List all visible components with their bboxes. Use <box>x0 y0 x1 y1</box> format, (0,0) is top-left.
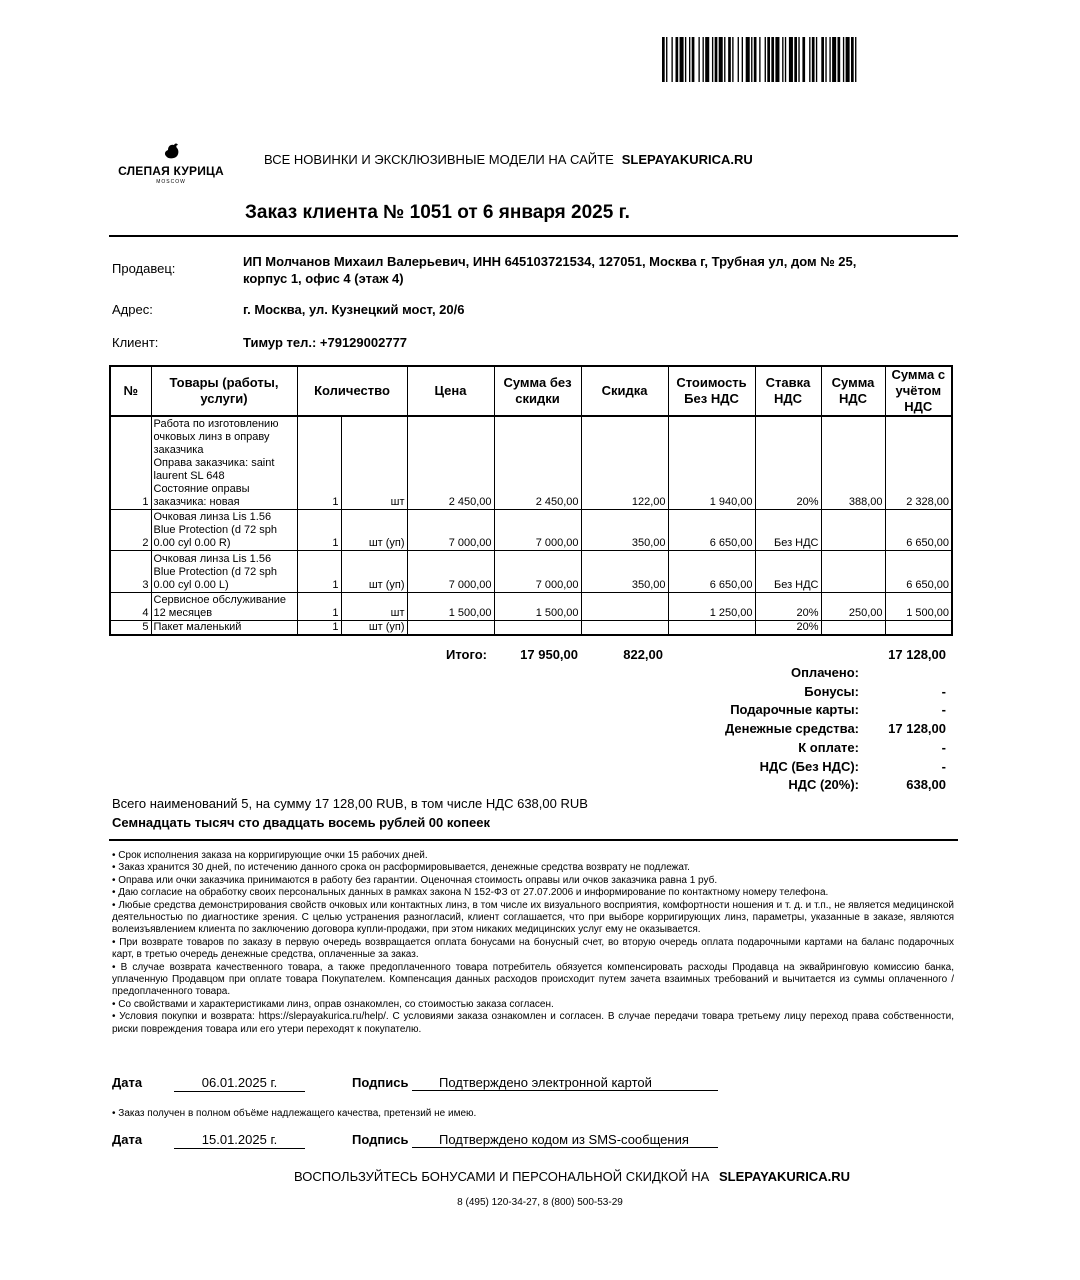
payment-label: Бонусы: <box>804 683 859 699</box>
note-item: • Со свойствами и характеристиками линз, оправ ознакомлен, со стоимостью заказа согласен. <box>112 998 554 1010</box>
date-value: 06.01.2025 г. <box>174 1075 305 1092</box>
barcode-bar <box>712 37 713 82</box>
header-no: № <box>110 366 151 416</box>
goods-line: laurent SL 648 <box>153 469 225 482</box>
address-value: г. Москва, ул. Кузнецкий мост, 20/6 <box>243 302 465 317</box>
barcode-bar <box>742 37 743 82</box>
goods-line: Очковая линза Lis 1.56 <box>153 552 272 565</box>
barcode-bar <box>738 37 739 82</box>
goods-line: 0.00 cyl 0.00 R) <box>153 536 231 549</box>
cell-vat-sum <box>821 550 885 592</box>
barcode-bar <box>767 37 770 82</box>
cell-sum-no-discount: 7 000,00 <box>494 550 581 592</box>
cell-vat-rate: 20% <box>755 592 821 620</box>
cell-sum-no-discount: 7 000,00 <box>494 509 581 550</box>
header-promo-text: ВСЕ НОВИНКИ И ЭКСКЛЮЗИВНЫЕ МОДЕЛИ НА САЙТЕ <box>264 152 614 167</box>
seller-value <box>243 253 856 287</box>
payment-value: - <box>941 739 946 755</box>
barcode-bar <box>794 37 797 82</box>
note-item: • Заказ хранится 30 дней, по истечению данного срока он расформировывается, денежные средства возврату не подлежат. <box>112 862 690 874</box>
cell-goods <box>151 509 297 550</box>
totals-discount: 822,00 <box>623 647 663 662</box>
summary-words: Семнадцать тысяч сто двадцать восемь рублей 00 копеек <box>112 815 490 830</box>
barcode-bar <box>829 37 830 82</box>
barcode-bar <box>662 37 665 82</box>
table-row <box>110 509 952 550</box>
goods-line: Blue Protection (d 72 sph <box>153 565 278 578</box>
goods-line: 12 месяцев <box>153 606 213 619</box>
cell-discount: 350,00 <box>581 509 668 550</box>
barcode-bar <box>846 37 850 82</box>
note-item: • В случае возврата качественного товара, а также предоплаченного товара потребитель обязуется компенсировать расходы Продавца на эквайринговую комиссию банка, уплаченную Продавцом при оплате товара Покупателем. Компенсация данных расходов происходит путем зачета взаимных требований и вычитается из суммы оплаченного / предоплаченного товара. <box>112 961 954 998</box>
barcode-bar <box>809 37 810 82</box>
barcode-bar <box>680 37 684 82</box>
cell-qty: 1 <box>297 509 341 550</box>
cell-sum-with-vat: 6 650,00 <box>885 550 952 592</box>
barcode-bar <box>832 37 836 82</box>
cell-sum-with-vat: 6 650,00 <box>885 509 952 550</box>
cell-vat-rate: Без НДС <box>755 509 821 550</box>
cell-price: 2 450,00 <box>407 416 494 509</box>
barcode-bar <box>754 37 757 82</box>
signature-label: Подпись <box>352 1075 409 1090</box>
header-cost-no-vat: Стоимость Без НДС <box>668 366 755 416</box>
header-qty: Количество <box>297 366 407 416</box>
signature-value: Подтверждено электронной картой <box>412 1075 718 1091</box>
barcode-bar <box>851 37 854 82</box>
table-row <box>110 416 952 509</box>
logo-name: СЛЕПАЯ КУРИЦА <box>118 164 224 178</box>
barcode-bar <box>703 37 704 82</box>
seller-label: Продавец: <box>112 261 176 276</box>
barcode-bar <box>732 37 733 82</box>
barcode-bar <box>802 37 805 82</box>
header-sum-no-discount: Сумма без скидки <box>494 366 581 416</box>
cell-qty: 1 <box>297 550 341 592</box>
table-row <box>110 550 952 592</box>
barcode-bar <box>789 37 793 82</box>
payment-label: НДС (Без НДС): <box>759 758 859 774</box>
address-label: Адрес: <box>112 302 153 317</box>
header-promo <box>264 152 753 167</box>
barcode-bar <box>785 37 786 82</box>
client-value: Тимур тел.: +79129002777 <box>243 335 408 350</box>
date-value: 15.01.2025 г. <box>174 1132 305 1149</box>
divider <box>109 839 958 841</box>
cell-vat-sum: 388,00 <box>821 416 885 509</box>
goods-line: Работа по изготовлению <box>153 417 279 430</box>
date-label: Дата <box>112 1075 143 1090</box>
header-price: Цена <box>407 366 494 416</box>
cell-no: 3 <box>110 550 151 592</box>
cell-no: 1 <box>110 416 151 509</box>
goods-line: заказчика: новая <box>153 495 240 508</box>
cell-qty: 1 <box>297 592 341 620</box>
terms-notes <box>112 850 954 1036</box>
barcode-bar <box>689 37 690 82</box>
payment-value: - <box>941 758 946 774</box>
cell-qty: 1 <box>297 416 341 509</box>
cell-vat-sum: 250,00 <box>821 592 885 620</box>
barcode-bar <box>798 37 799 82</box>
cell-cost-no-vat: 1 940,00 <box>668 416 755 509</box>
payment-label: Подарочные карты: <box>730 702 859 718</box>
goods-line: Сервисное обслуживание <box>153 593 287 606</box>
header-sum-with-vat: Сумма с учётом НДС <box>885 366 952 416</box>
payment-label: Оплачено: <box>790 665 859 680</box>
document-title: Заказ клиента № 1051 от 6 января 2025 г. <box>245 202 630 223</box>
barcode-bar <box>746 37 750 82</box>
cell-goods <box>151 550 297 592</box>
barcode-bar <box>843 37 844 82</box>
payment-label: К оплате: <box>798 739 859 755</box>
cell-no: 5 <box>110 620 151 635</box>
cell-vat-rate: 20% <box>755 416 821 509</box>
signature-value: Подтверждено кодом из SMS-сообщения <box>412 1132 718 1148</box>
signature-label: Подпись <box>352 1132 409 1147</box>
barcode-bar <box>816 37 817 82</box>
cell-vat-rate: Без НДС <box>755 550 821 592</box>
cell-unit: шт (уп) <box>341 509 407 550</box>
cell-unit: шт (уп) <box>341 620 407 635</box>
note-item: • Даю согласие на обработку своих персональных данных в рамках закона N 152-ФЗ от 27.07.2006 и информирование по контактному номеру телефона. <box>112 887 829 899</box>
payment-label: Денежные средства: <box>724 721 859 737</box>
barcode-bar <box>838 37 841 82</box>
payment-value: 638,00 <box>906 777 946 793</box>
summary-line: Всего наименований 5, на сумму 17 128,00 RUB, в том числе НДС 638,00 RUB <box>112 796 588 811</box>
barcode-bar <box>715 37 718 82</box>
cell-unit: шт <box>341 592 407 620</box>
barcode-bar <box>705 37 709 82</box>
cell-vat-sum <box>821 620 885 635</box>
note-item: • Любые средства демонстрирования свойств очковых или контактных линз, в том числе их визуального восприятия, комфортности ношения и т. д. и т.п., не является медицинской деятельностью по диагностике зрения. С целью устранения разногласий, клиент соглашается, что при выборе корригирующих линз, параметры, указанные в заказе, являются волеизъявлением клиента по заключению договора купли-продажи, при этом никаких медицинских услуг ему не оказывается. <box>112 899 954 936</box>
goods-line: Состояние оправы <box>153 482 250 495</box>
barcode-bar <box>719 37 723 82</box>
barcode-bar <box>698 37 699 82</box>
client-label: Клиент: <box>112 335 159 350</box>
totals-sum-with-vat: 17 128,00 <box>888 647 946 662</box>
cell-sum-with-vat: 2 328,00 <box>885 416 952 509</box>
cell-discount: 350,00 <box>581 550 668 592</box>
note-item: • Условия покупки и возврата: https://slepayakurica.ru/help/. С условиями заказа ознакомлен и согласен. В случае передачи товара третьему лицу переход права собственности, риски повреждения товара или его утери переходят к покупателю. <box>112 1011 954 1035</box>
cell-price: 1 500,00 <box>407 592 494 620</box>
goods-line: Очковая линза Lis 1.56 <box>153 510 272 523</box>
cell-discount: 122,00 <box>581 416 668 509</box>
cell-sum-no-discount <box>494 620 581 635</box>
cell-unit: шт (уп) <box>341 550 407 592</box>
brand-logo <box>118 142 228 188</box>
hen-icon <box>162 142 182 162</box>
barcode-bar <box>821 37 824 82</box>
cell-price: 7 000,00 <box>407 509 494 550</box>
goods-line: очковых линз в оправу <box>153 430 270 443</box>
header-goods: Товары (работы, услуги) <box>151 366 297 416</box>
goods-line: 0.00 cyl 0.00 L) <box>153 578 229 591</box>
footer-promo-text: ВОСПОЛЬЗУЙТЕСЬ БОНУСАМИ И ПЕРСОНАЛЬНОЙ СКИДКОЙ НА <box>294 1169 710 1184</box>
cell-goods <box>151 416 297 509</box>
barcode-bar <box>771 37 774 82</box>
cell-vat-sum <box>821 509 885 550</box>
cell-vat-rate: 20% <box>755 620 821 635</box>
note-item: • Оправа или очки заказчика принимаются в работу без гарантии. Оценочная стоимость оправы или очков заказчика равна 1 руб. <box>112 874 718 886</box>
seller-value-line2: корпус 1, офис 4 (этаж 4) <box>243 271 404 286</box>
barcode-bar <box>666 37 667 82</box>
barcode-bar <box>759 37 760 82</box>
cell-goods <box>151 592 297 620</box>
barcode-bar <box>724 37 725 82</box>
totals-label: Итого: <box>446 647 487 662</box>
cell-sum-no-discount: 2 450,00 <box>494 416 581 509</box>
cell-discount <box>581 620 668 635</box>
cell-qty: 1 <box>297 620 341 635</box>
cell-discount <box>581 592 668 620</box>
date-label: Дата <box>112 1132 143 1147</box>
logo-city: MOSCOW <box>156 179 186 185</box>
barcode-bar <box>692 37 695 82</box>
cell-cost-no-vat <box>668 620 755 635</box>
goods-line: Blue Protection (d 72 sph <box>153 523 278 536</box>
cell-price <box>407 620 494 635</box>
payment-value: - <box>941 683 946 699</box>
barcode-bar <box>855 37 856 82</box>
note-item: • При возврате товаров по заказу в первую очередь возвращается оплата бонусами на бонусный счет, во вторую очередь оплата подарочными картами на баланс подарочных карт, в третью очередь денежные средства, оплаченные за заказ. <box>112 936 954 961</box>
barcode-bar <box>812 37 815 82</box>
barcode-bar <box>676 37 679 82</box>
table-row <box>110 592 952 620</box>
header-discount: Скидка <box>581 366 668 416</box>
table-row <box>110 620 952 635</box>
footer-phones: 8 (495) 120-34-27, 8 (800) 500-53-29 <box>457 1197 623 1208</box>
cell-sum-with-vat <box>885 620 952 635</box>
cell-price: 7 000,00 <box>407 550 494 592</box>
barcode-bar <box>751 37 752 82</box>
goods-line: Пакет маленький <box>153 620 242 633</box>
cell-sum-with-vat: 1 500,00 <box>885 592 952 620</box>
cell-no: 4 <box>110 592 151 620</box>
cell-no: 2 <box>110 509 151 550</box>
items-table <box>109 365 953 636</box>
header-vat-sum: Сумма НДС <box>821 366 885 416</box>
note-item: • Срок исполнения заказа на корригирующие очки 15 рабочих дней. <box>112 850 428 861</box>
barcode-bar <box>775 37 779 82</box>
items-body <box>110 416 952 635</box>
cell-cost-no-vat: 1 250,00 <box>668 592 755 620</box>
header-site-link[interactable]: SLEPAYAKURICA.RU <box>621 152 753 167</box>
barcode-bar <box>825 37 826 82</box>
payment-value: 17 128,00 <box>888 721 946 737</box>
seller-value-line1: ИП Молчанов Михаил Валерьевич, ИНН 645103721534, 127051, Москва г, Трубная ул, дом № 25, <box>243 254 857 269</box>
payment-label: НДС (20%): <box>788 777 859 793</box>
footer-site-link[interactable]: SLEPAYAKURICA.RU <box>718 1169 850 1184</box>
cell-cost-no-vat: 6 650,00 <box>668 509 755 550</box>
barcode-bar <box>782 37 783 82</box>
cell-cost-no-vat: 6 650,00 <box>668 550 755 592</box>
divider <box>109 235 958 237</box>
barcode-bar <box>671 37 672 82</box>
barcode-bar <box>728 37 731 82</box>
barcode <box>662 37 942 82</box>
cell-sum-no-discount: 1 500,00 <box>494 592 581 620</box>
cell-unit: шт <box>341 416 407 509</box>
received-note: • Заказ получен в полном объёме надлежащего качества, претензий не имею. <box>112 1108 477 1119</box>
header-vat-rate: Ставка НДС <box>755 366 821 416</box>
footer-promo <box>294 1169 850 1184</box>
barcode-bar <box>765 37 766 82</box>
cell-goods <box>151 620 297 635</box>
barcode-bar <box>685 37 686 82</box>
goods-line: заказчика <box>153 443 204 456</box>
payment-value: - <box>941 702 946 718</box>
goods-line: Оправа заказчика: saint <box>153 456 275 469</box>
totals-sum-no-discount: 17 950,00 <box>520 647 578 662</box>
